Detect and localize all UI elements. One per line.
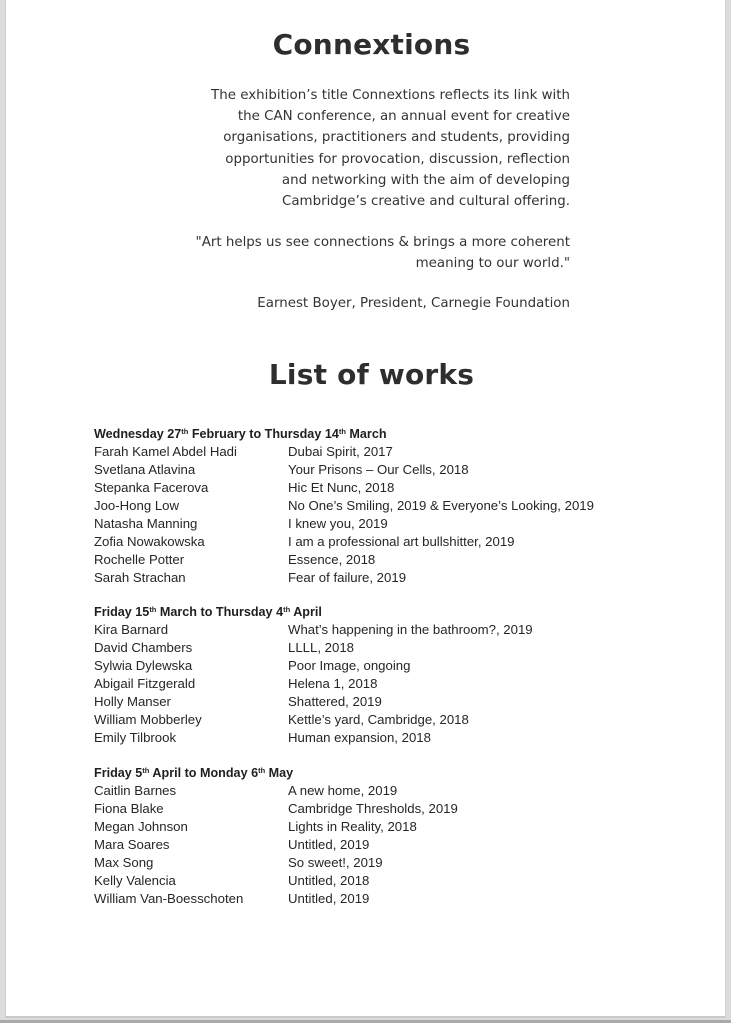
- work-title: Cambridge Thresholds, 2019: [288, 801, 458, 816]
- heading-text: April to Monday 6: [149, 766, 259, 780]
- work-row: [94, 551, 694, 569]
- artist-name: Abigail Fitzgerald: [94, 676, 196, 691]
- artist-name: Holly Manser: [94, 694, 171, 709]
- work-title: Essence, 2018: [288, 552, 376, 567]
- artist-name: Megan Johnson: [94, 819, 188, 834]
- work-title: LLLL, 2018: [288, 640, 355, 655]
- work-title: No One’s Smiling, 2019 & Everyone’s Looking, 2019: [288, 498, 594, 513]
- work-title: What’s happening in the bathroom?, 2019: [288, 622, 533, 637]
- artist-name: Fiona Blake: [94, 801, 164, 816]
- work-row: [94, 443, 694, 461]
- artist-name: Farah Kamel Abdel Hadi: [94, 444, 237, 459]
- artist-name: Rochelle Potter: [94, 552, 185, 567]
- work-row: [94, 621, 694, 639]
- work-title: I knew you, 2019: [288, 516, 388, 531]
- work-title: Your Prisons – Our Cells, 2018: [288, 462, 469, 477]
- ordinal-suffix: th: [258, 766, 266, 775]
- artist-name: Zofia Nowakowska: [94, 534, 205, 549]
- ordinal-suffix: th: [283, 605, 291, 614]
- intro-line: opportunities for provocation, discussion, reflection: [225, 151, 570, 167]
- quote-line: "Art helps us see connections & brings a more coherent: [195, 235, 570, 250]
- works-section: [94, 764, 694, 908]
- work-row: [94, 497, 694, 515]
- ordinal-suffix: th: [149, 605, 157, 614]
- work-row: [94, 854, 694, 872]
- works-section: [94, 603, 694, 747]
- artist-name: Kira Barnard: [94, 622, 169, 637]
- work-row: [94, 800, 694, 818]
- works-section: [94, 425, 694, 587]
- intro-paragraph: [166, 85, 570, 212]
- artist-name: David Chambers: [94, 640, 193, 655]
- heading-text: Wednesday 27: [94, 427, 182, 441]
- work-title: Kettle’s yard, Cambridge, 2018: [288, 712, 469, 727]
- artist-name: Caitlin Barnes: [94, 783, 177, 798]
- list-title: List of works: [268, 358, 475, 391]
- work-row: [94, 890, 694, 908]
- quote-line: meaning to our world.": [415, 256, 570, 272]
- intro-line: organisations, practitioners and students, providing: [223, 130, 570, 146]
- heading-text: May: [265, 766, 294, 780]
- work-row: [94, 729, 694, 747]
- artist-name: Sylwia Dylewska: [94, 658, 193, 673]
- artist-name: Mara Soares: [94, 837, 170, 852]
- quote: [156, 232, 570, 274]
- artist-name: Max Song: [94, 855, 154, 870]
- work-row: [94, 461, 694, 479]
- work-title: Untitled, 2019: [288, 891, 370, 906]
- artist-name: Kelly Valencia: [94, 873, 176, 888]
- artist-name: Natasha Manning: [94, 516, 198, 531]
- heading-text: February to Thursday 14: [188, 427, 339, 441]
- work-title: Helena 1, 2018: [288, 676, 378, 691]
- work-title: Hic Et Nunc, 2018: [288, 480, 395, 495]
- heading-text: Friday 15: [94, 605, 150, 619]
- work-title: Human expansion, 2018: [288, 730, 431, 745]
- work-title: Shattered, 2019: [288, 694, 382, 709]
- work-row: [94, 515, 694, 533]
- heading-text: Friday 5: [94, 766, 143, 780]
- work-row: [94, 479, 694, 497]
- work-title: Lights in Reality, 2018: [288, 819, 417, 834]
- artist-name: William Van-Boesschoten: [94, 891, 244, 906]
- document-page: [5, 0, 726, 1018]
- work-row: [94, 782, 694, 800]
- work-row: [94, 711, 694, 729]
- ordinal-suffix: th: [181, 427, 189, 436]
- work-title: I am a professional art bullshitter, 2019: [288, 534, 515, 549]
- heading-text: April: [290, 605, 322, 619]
- artist-name: Svetlana Atlavina: [94, 462, 196, 477]
- artist-name: William Mobberley: [94, 712, 202, 727]
- work-row: [94, 639, 694, 657]
- work-row: [94, 693, 694, 711]
- work-row: [94, 872, 694, 890]
- work-row: [94, 675, 694, 693]
- heading-text: March to Thursday 4: [156, 605, 284, 619]
- heading-text: March: [345, 427, 387, 441]
- work-row: [94, 569, 694, 587]
- artist-name: Sarah Strachan: [94, 570, 186, 585]
- ordinal-suffix: th: [142, 766, 150, 775]
- work-title: Untitled, 2018: [288, 873, 370, 888]
- intro-line: and networking with the aim of developing: [281, 172, 570, 188]
- intro-line: Cambridge’s creative and cultural offering.: [281, 194, 570, 210]
- intro-line: the CAN conference, an annual event for creative: [237, 109, 570, 125]
- work-title: Poor Image, ongoing: [288, 658, 411, 673]
- ordinal-suffix: th: [338, 427, 346, 436]
- work-row: [94, 818, 694, 836]
- work-title: A new home, 2019: [288, 783, 398, 798]
- work-title: Dubai Spirit, 2017: [288, 444, 393, 459]
- section-heading: [94, 603, 694, 621]
- work-title: So sweet!, 2019: [288, 855, 383, 870]
- page-title: Connextions: [272, 28, 471, 61]
- work-title: Fear of failure, 2019: [288, 570, 407, 585]
- section-heading: [94, 764, 694, 782]
- artist-name: Joo-Hong Low: [94, 498, 180, 513]
- work-title: Untitled, 2019: [288, 837, 370, 852]
- work-row: [94, 657, 694, 675]
- work-row: [94, 836, 694, 854]
- section-heading: [94, 425, 694, 443]
- quote-attribution: Earnest Boyer, President, Carnegie Foundation: [257, 296, 570, 311]
- artist-name: Emily Tilbrook: [94, 730, 177, 745]
- artist-name: Stepanka Facerova: [94, 480, 209, 495]
- intro-line: The exhibition’s title Connextions reflects its link with: [211, 88, 570, 103]
- work-row: [94, 533, 694, 551]
